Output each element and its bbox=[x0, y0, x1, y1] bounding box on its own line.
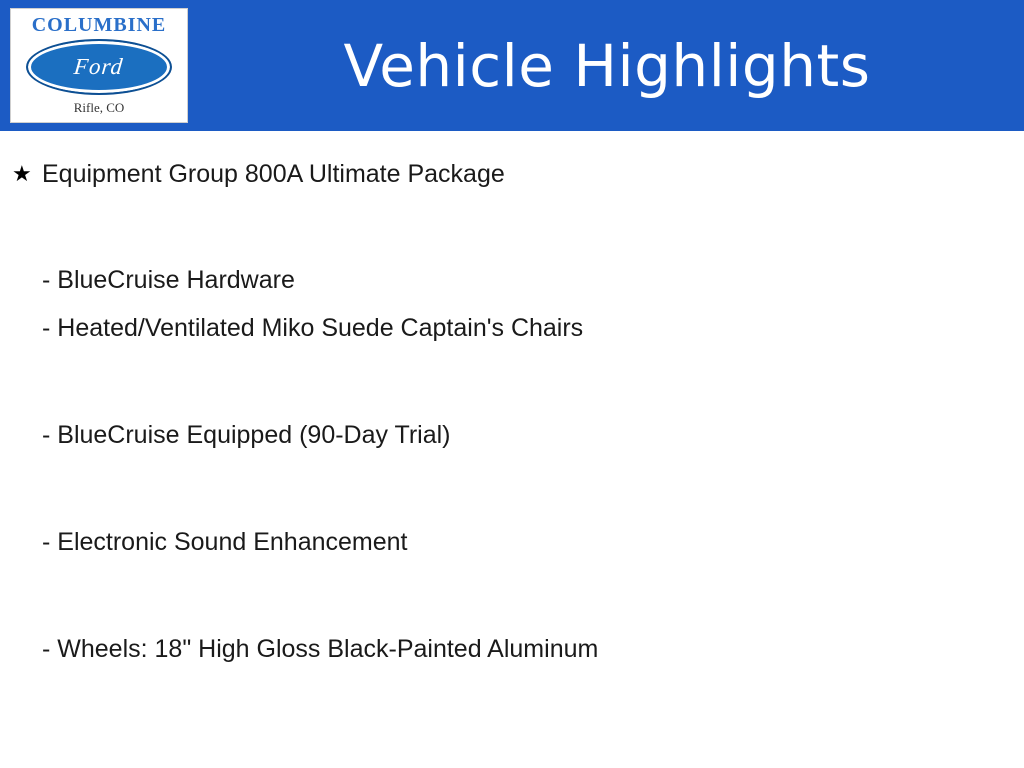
star-icon: ★ bbox=[12, 161, 32, 186]
list-item-label: - Heated/Ventilated Miko Suede Captain's Chairs bbox=[42, 314, 584, 342]
logo-location: Rifle, CO bbox=[73, 100, 125, 115]
list-item bbox=[0, 527, 1024, 634]
list-item-label: - Electronic Sound Enhancement bbox=[42, 528, 408, 556]
list-item bbox=[0, 159, 1024, 213]
list-item-label: - BlueCruise Hardware bbox=[42, 266, 295, 294]
list-item bbox=[0, 213, 1024, 313]
highlights-list bbox=[0, 131, 1024, 768]
list-item-label: Equipment Group 800A Ultimate Package bbox=[42, 160, 505, 188]
list-item bbox=[0, 634, 1024, 741]
ford-oval-icon bbox=[26, 39, 172, 95]
page-title: Vehicle Highlights bbox=[343, 31, 871, 100]
dealer-logo bbox=[10, 8, 188, 123]
logo-ford-text: Ford bbox=[73, 54, 125, 79]
logo-brand-top: COLUMBINE bbox=[31, 14, 167, 36]
list-item-label: - Wheels: 18" High Gloss Black-Painted Aluminum bbox=[42, 635, 599, 663]
list-item-label: - BlueCruise Equipped (90-Day Trial) bbox=[42, 421, 451, 449]
list-item bbox=[0, 313, 1024, 420]
header-bar bbox=[0, 0, 1024, 131]
list-item bbox=[0, 420, 1024, 527]
